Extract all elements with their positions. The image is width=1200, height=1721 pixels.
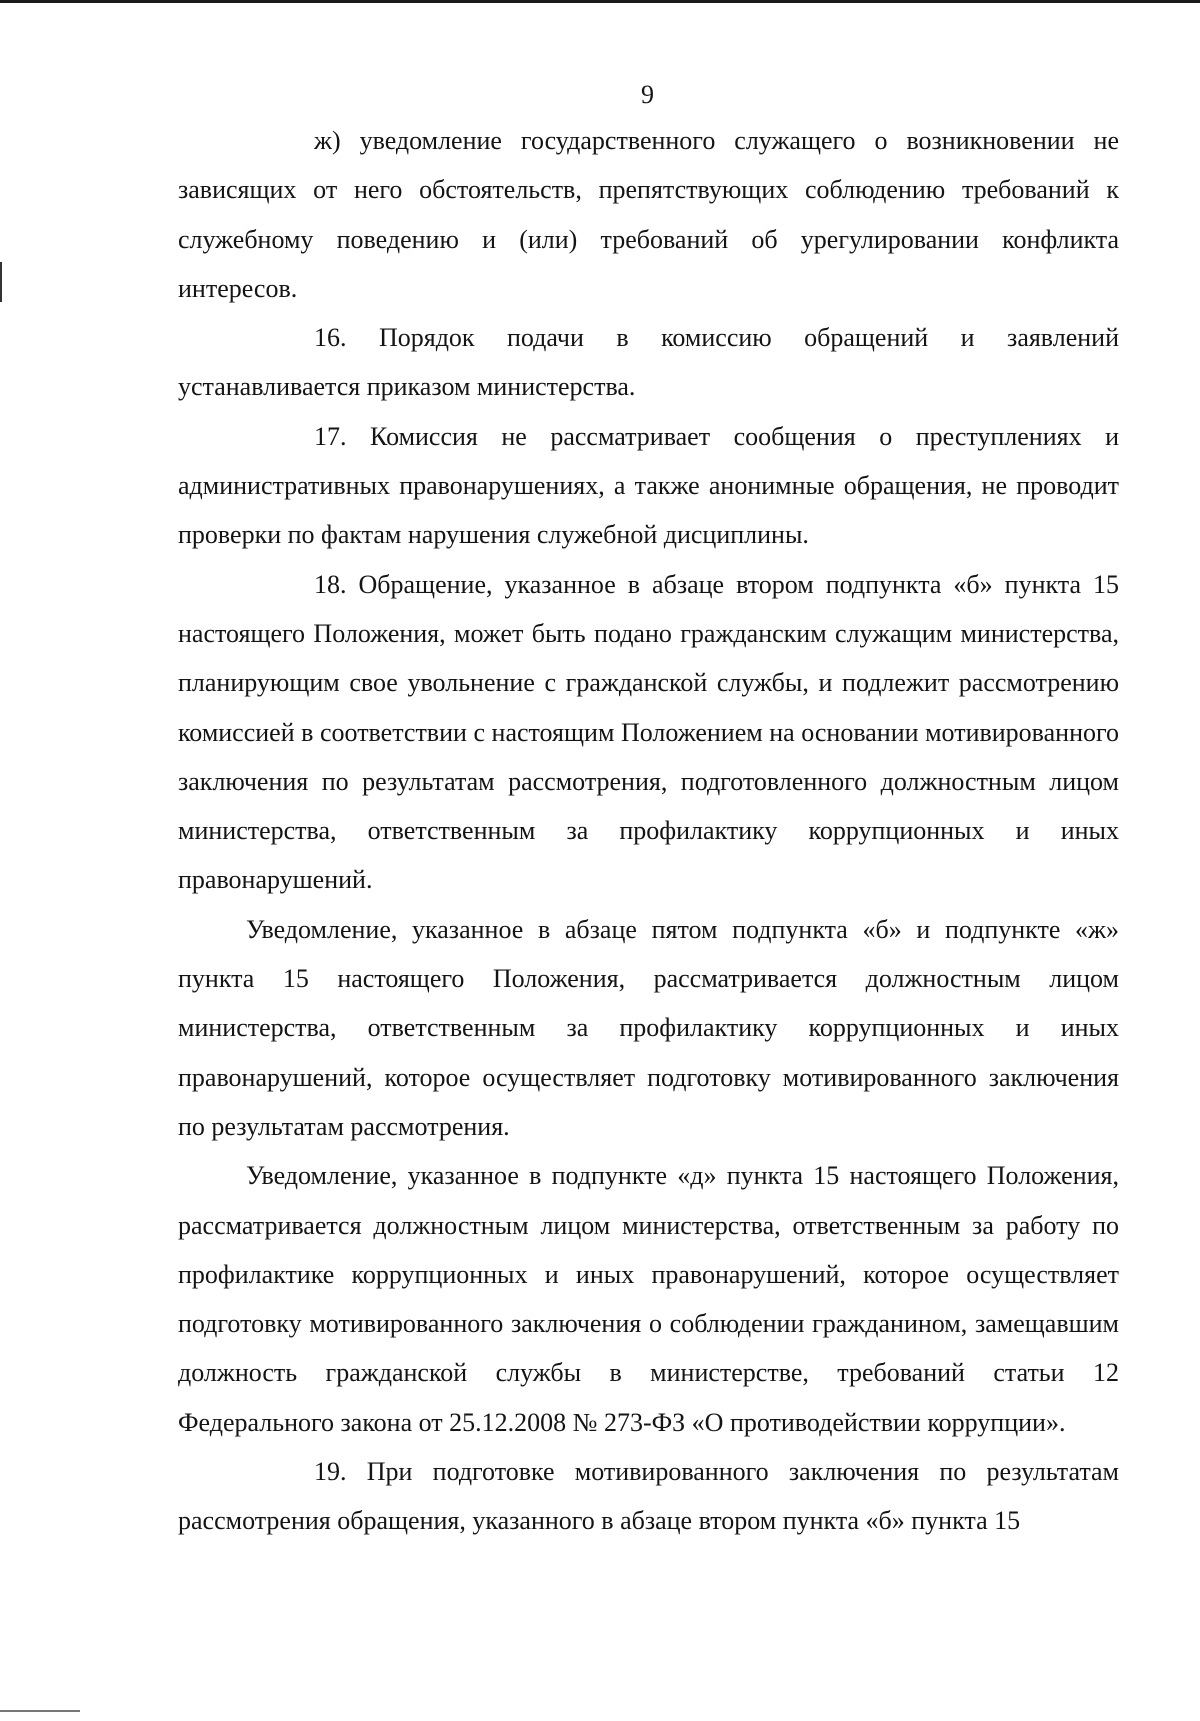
scan-bottom-mark xyxy=(0,1710,80,1712)
page-number: 9 xyxy=(641,80,654,109)
paragraph-16 xyxy=(178,313,1119,412)
paragraph-18 xyxy=(178,560,1119,905)
document-body xyxy=(178,116,1119,1546)
item-number: 19. xyxy=(314,1457,347,1487)
item-number: 18. xyxy=(314,569,347,599)
paragraph-text: уведомление государственного служащего о возникновении не зависящих от него обстоятельств, препятствующих соблюдению требований к служебному поведению и (или) требований об урегулировании конфликта интересов. xyxy=(178,126,1119,303)
scan-left-mark xyxy=(0,262,2,302)
paragraph-18-notice-b-zh xyxy=(178,905,1119,1151)
paragraph-text: Уведомление, указанное в абзаце пятом подпункта «б» и подпункте «ж» пункта 15 настоящего Положения, рассматривается должностным лицом министерства, ответственным за профилактику коррупционных и иных правонарушений, которое осуществляет подготовку мотивированного заключения по результатам рассмотрения. xyxy=(178,914,1119,1141)
paragraph-19 xyxy=(178,1447,1119,1546)
item-number: 16. xyxy=(314,323,347,353)
paragraph-text: Уведомление, указанное в подпункте «д» пункта 15 настоящего Положения, рассматривается должностным лицом министерства, ответственным за работу по профилактике коррупционных и иных правонарушений, которое осуществляет подготовку мотивированного заключения о соблюдении гражданином, замещавшим должность гражданской службы в министерстве, требований статьи 12 Федерального закона от 25.12.2008 № 273-ФЗ «О противодействии коррупции». xyxy=(178,1161,1119,1437)
paragraph-17 xyxy=(178,412,1119,560)
item-number: 17. xyxy=(314,421,347,451)
paragraph-text: Комиссия не рассматривает сообщения о преступлениях и административных правонарушениях, а также анонимные обращения, не проводит проверки по фактам нарушения служебной дисциплины. xyxy=(178,421,1120,550)
paragraph-text: Порядок подачи в комиссию обращений и заявлений устанавливается приказом министерства. xyxy=(178,323,1120,402)
item-marker: ж) xyxy=(314,126,341,155)
paragraph-text: Обращение, указанное в абзаце втором подпункта «б» пункта 15 настоящего Положения, может быть подано гражданским служащим министерства, планирующим свое увольнение с гражданской службы, и подлежит рассмотрению комиссией в соответствии с настоящим Положением на основании мотивированного заключения по результатам рассмотрения, подготовленного должностным лицом министерства, ответственным за профилактику коррупционных и иных правонарушений. xyxy=(178,569,1120,895)
paragraph-18-notice-d xyxy=(178,1151,1119,1447)
scan-top-edge xyxy=(0,0,1200,3)
paragraph-text: При подготовке мотивированного заключения по результатам рассмотрения обращения, указанного в абзаце втором пункта «б» пункта 15 xyxy=(178,1457,1119,1536)
paragraph-zh xyxy=(178,116,1119,313)
